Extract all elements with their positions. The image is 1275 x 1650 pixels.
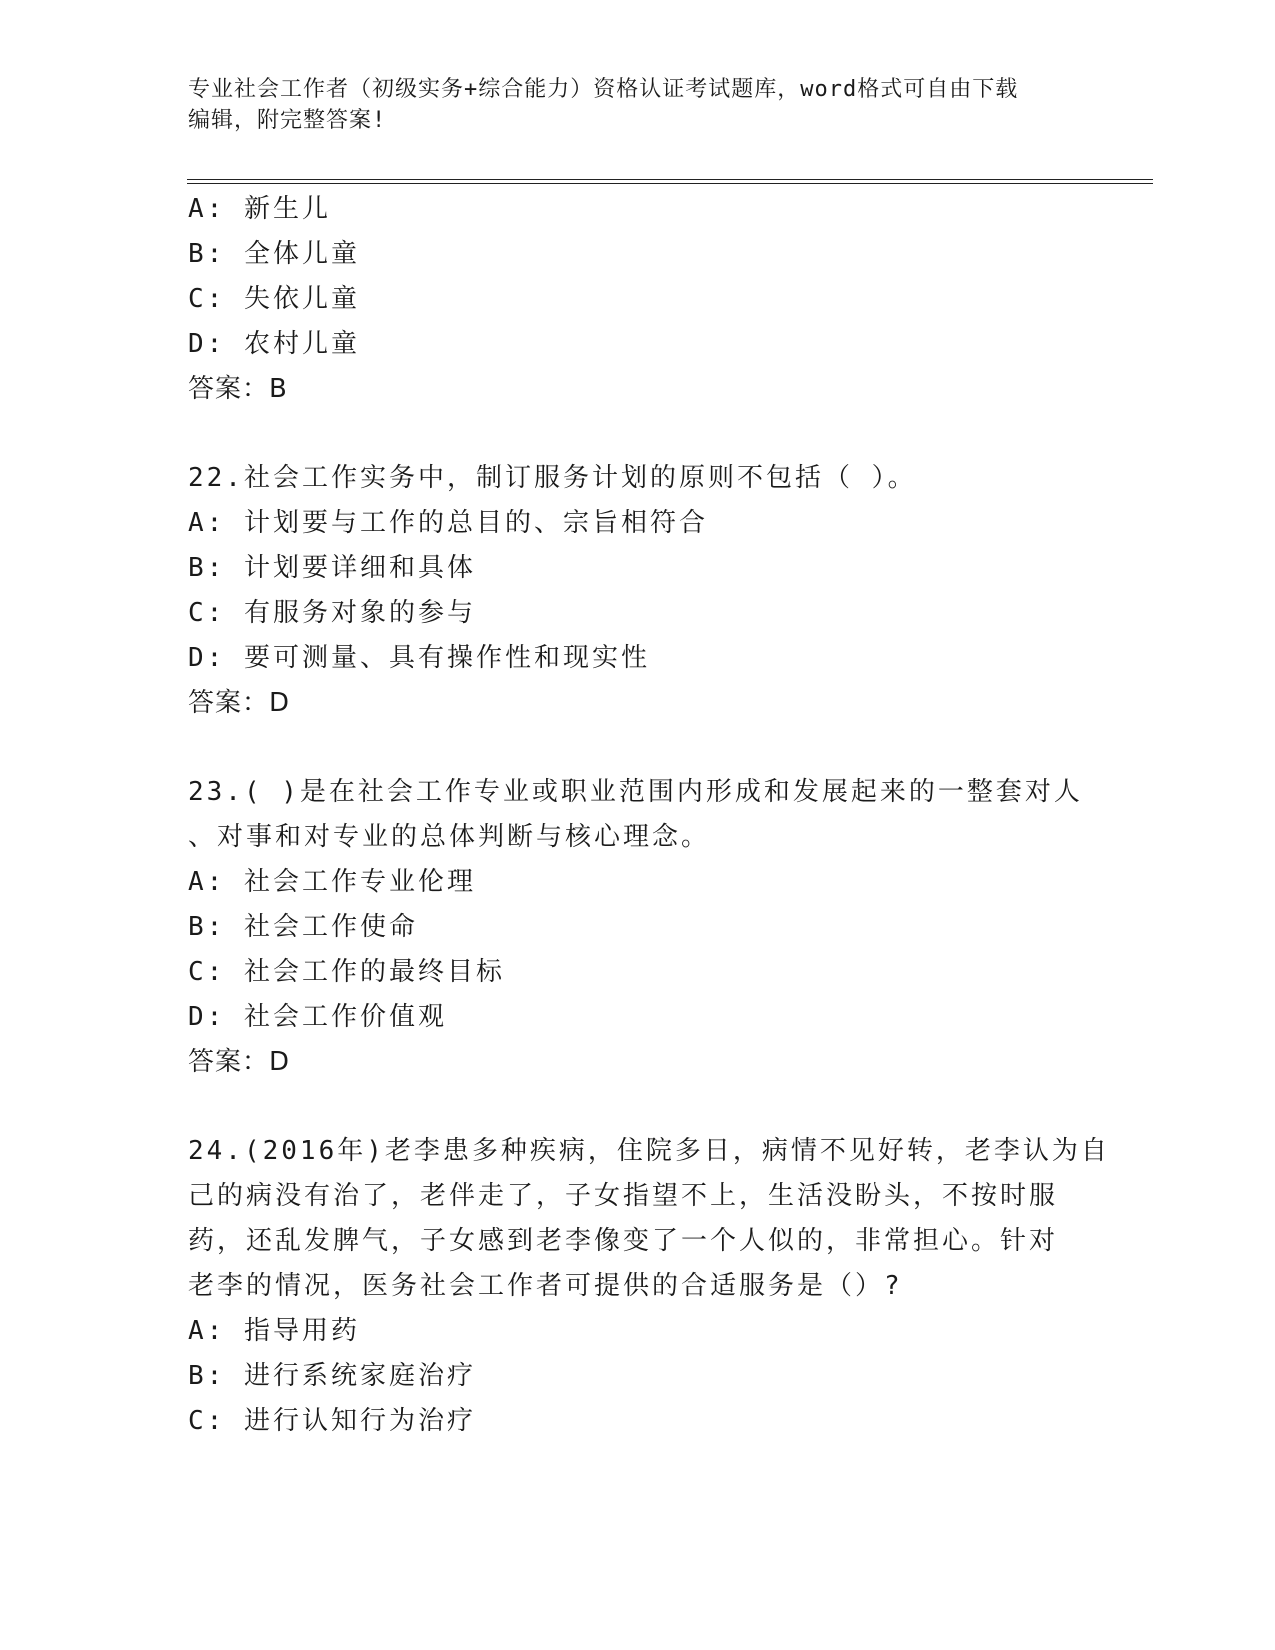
header-line-2: 编辑，附完整答案! xyxy=(188,108,387,133)
q24-stem-line-1: 24.(2016年)老李患多种疾病，住院多日，病情不见好转，老李认为自 xyxy=(188,1136,1110,1166)
q24-stem-line-2: 己的病没有治了，老伴走了，子女指望不上，生活没盼头，不按时服 xyxy=(188,1181,1059,1211)
header-line-1: 专业社会工作者（初级实务+综合能力）资格认证考试题库，word格式可自由下载 xyxy=(188,77,1019,102)
q23-answer: 答案：D xyxy=(188,1047,291,1077)
q22-option-d: D: 要可测量、具有操作性和现实性 xyxy=(188,643,650,673)
q24-option-c: C: 进行认知行为治疗 xyxy=(188,1406,476,1436)
q23-option-d: D: 社会工作价值观 xyxy=(188,1002,447,1032)
q22-answer: 答案：D xyxy=(188,688,291,718)
q22-option-a: A: 计划要与工作的总目的、宗旨相符合 xyxy=(188,508,708,538)
q22-option-b: B: 计划要详细和具体 xyxy=(188,553,476,583)
q23-option-c: C: 社会工作的最终目标 xyxy=(188,957,505,987)
q21-option-c: C: 失依儿童 xyxy=(188,284,360,314)
q21-answer: 答案：B xyxy=(188,374,288,404)
header-rule-bottom xyxy=(187,183,1153,184)
q24-option-a: A: 指导用药 xyxy=(188,1316,360,1346)
q22-option-c: C: 有服务对象的参与 xyxy=(188,598,476,628)
q23-stem-line-2: 、对事和对专业的总体判断与核心理念。 xyxy=(188,822,711,852)
document-header xyxy=(188,74,1088,136)
q24-stem-line-4: 老李的情况，医务社会工作者可提供的合适服务是（）? xyxy=(188,1271,903,1301)
q23-option-a: A: 社会工作专业伦理 xyxy=(188,867,476,897)
q24-option-b: B: 进行系统家庭治疗 xyxy=(188,1361,476,1391)
q21-option-a: A: 新生儿 xyxy=(188,194,331,224)
q21-option-b: B: 全体儿童 xyxy=(188,239,360,269)
q23-stem-line-1: 23.( )是在社会工作专业或职业范围内形成和发展起来的一整套对人 xyxy=(188,777,1083,807)
q24-stem-line-3: 药，还乱发脾气，子女感到老李像变了一个人似的，非常担心。针对 xyxy=(188,1226,1059,1256)
header-rule-top xyxy=(187,179,1153,180)
q22-stem: 22.社会工作实务中，制订服务计划的原则不包括（ ）。 xyxy=(188,463,917,493)
q23-option-b: B: 社会工作使命 xyxy=(188,912,418,942)
q21-option-d: D: 农村儿童 xyxy=(188,329,360,359)
